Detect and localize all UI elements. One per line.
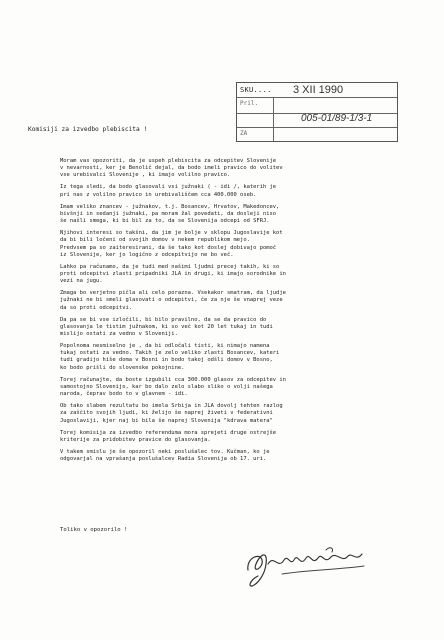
paragraph: Zmaga bo verjetno pičla ali celo porazna. Vsekakor smatram, da ljudje južnaki ne bi smeli glasovati o odcepitvi, če za nje še vnaprej veze da so proti odcepitvi. xyxy=(60,290,286,311)
paragraph: Popolnoma nesmiselno je , da bi odločali tisti, ki nimajo namena tukaj ostati za vedno. Takih je zelo veliko zlasti Bosancev, kateri tudi gradijo hiše doma v Bosni in bodo takoj odšli domov v Bosno, ko bodo prišli do slovenske pokojnine. xyxy=(60,343,280,371)
letter-body xyxy=(60,158,400,469)
paragraph: Moram vas opozoriti, da je uspeh plebiscita za odcepitev Slovenije v nevarnosti, ker je Benolič dejal, da bodo imeli pravico do volitev vse urebivalci Slovenije , ki imajo volilno pravico. xyxy=(60,158,283,179)
paragraph: Lahko pa računamo, da je tudi med našimi ljudmi precej takih, ki so proti odcepitvi zlasti pripadniki JLA in drugi, ki imajo sorodnike in vezi na jugu. xyxy=(60,263,286,285)
stamp-date: 3 XII 1990 xyxy=(293,84,344,96)
stamp-field-label: ZA xyxy=(240,130,248,137)
stamp-divider xyxy=(273,97,274,141)
closing-line: Toliko v opozorilo ! xyxy=(60,527,128,533)
paragraph: Da pa se bi vse izločili, bi bilo pravilno, da se da pravico do glasovanja le tistim južnakom, ki so več kot 20 let tukaj in tudi mislijo ostati za vedno v Sloveniji. xyxy=(60,316,273,337)
paragraph: V takem smislu je še opozoril neki poslušalec tov. Kučman, ko je odgovarjal na vprašanja poslušalcev Radia Slovenija ob 17. uri. xyxy=(60,449,270,463)
registry-stamp xyxy=(236,82,398,142)
paragraph: Njihovi interesi so takšni, da jim je bolje v sklopu Jugoslavije kot da bi bili ločeni od svojih domov v nekem republikom mejo. Predvsem pa so zaiteresirani, da še tako kot doslej dobivajo pomoč iz Slovenije, ker jo logično z odcepitvijo ne bo več. xyxy=(60,230,283,258)
stamp-file-number: 005-01/89-1/3-1 xyxy=(301,113,373,124)
stamp-divider xyxy=(237,127,397,128)
paragraph: Torej računajte, da boste izgubili cca 300.000 glasov za odcepitev in samostojno Slovenijo, kar bo dalo zelo slabo sliko o volji našega naroda, čeprav bodo to v glavnem - idi. xyxy=(60,376,286,398)
paragraph: Torej komisija za izvedbo referenduma mora sprejeti druge ostrejše kriterije za pridobitev pravice do glasovanja. xyxy=(60,429,277,443)
paragraph: Ob tako slabem rezultatu bo imela Srbija in JLA dovolj tehten razlog za zaščito svojih ljudi, ki želijo še naprej živeti v federativni Jugoslaviji, kjer naj bi bila še naprej Slovenija "kdrava matera" xyxy=(60,403,283,424)
stamp-field-label: Pril. xyxy=(240,100,259,107)
paragraph: Imam veliko znancev - južnakov, t.j. Bosancev, Hrvatov, Makedoncev, bivšnji in sedanji južnaki, pa moram žal povedati, da dosleji niso še našli smega, ki bi bil za to, da se Slovenija odcepi od SFRJ. xyxy=(60,203,280,225)
addressee-line: Komisiji za izvedbo plebiscita ! xyxy=(28,126,148,133)
stamp-header: SKU.... xyxy=(240,86,272,94)
stamp-divider xyxy=(237,97,397,98)
paragraph: Iz tega sledi, da bodo glasovali vsi južnaki ( - idi /, katerih je pri nas z volilno pravico in urebivališčem cca 400.000 oseb. xyxy=(60,184,277,198)
handwritten-signature xyxy=(238,540,378,590)
